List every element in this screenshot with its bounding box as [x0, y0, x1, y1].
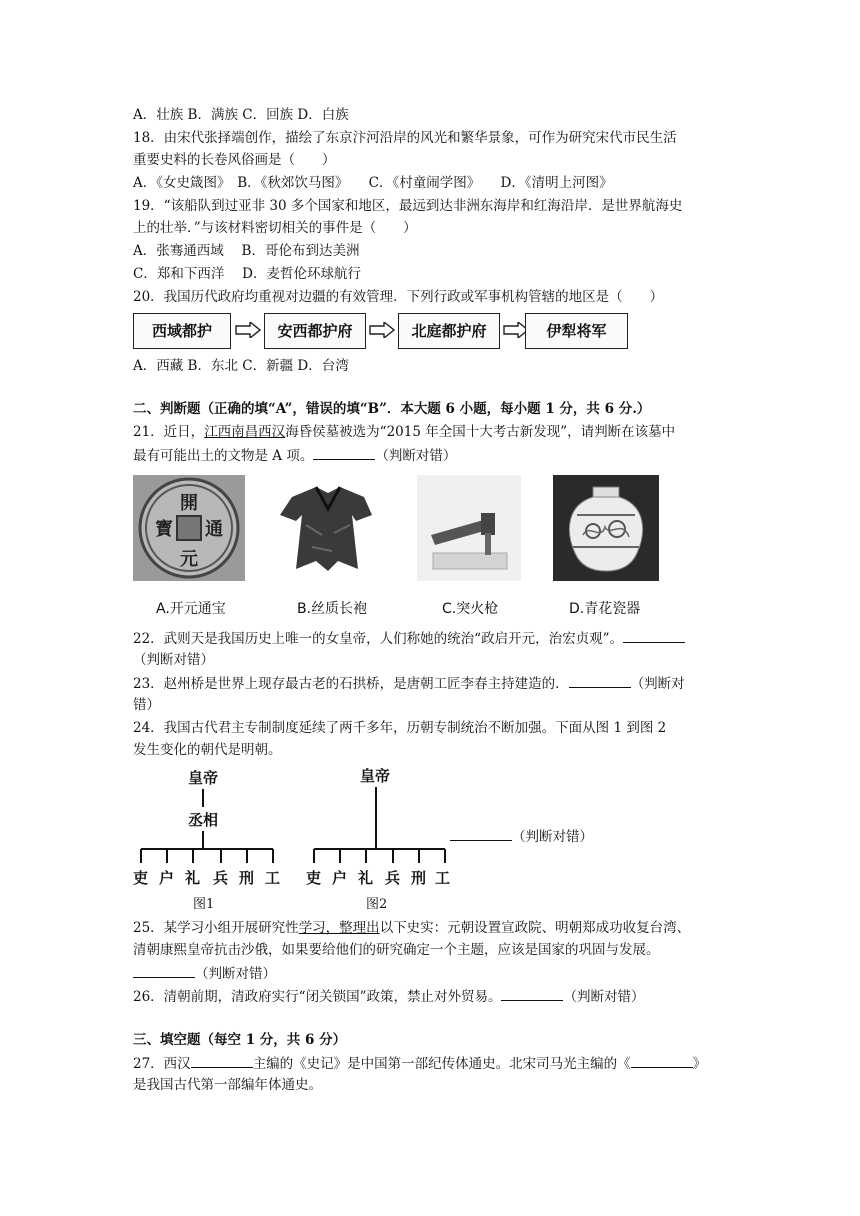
flow-box-xiyu-duhu: 西域都护 — [133, 313, 231, 349]
q23-judge: 错） — [133, 697, 160, 713]
caption-b: B.丝质长袍 — [297, 601, 368, 617]
q27-stem-line1: 27．西汉 主编的《史记》是中国第一部纪传体通史。北宋司马光主编的《 》 — [133, 1053, 706, 1074]
coin-char-left: 寳 — [155, 519, 173, 540]
fig2-ministry-hu: 户 — [332, 869, 348, 887]
org-chart-lines — [133, 763, 451, 913]
fig1-ministry-war: 兵 — [213, 869, 229, 887]
fig2-label: 图2 — [366, 897, 388, 912]
coin-photo — [133, 475, 245, 581]
answer-blank[interactable] — [631, 1053, 693, 1068]
answer-blank[interactable] — [450, 826, 512, 841]
coin-char-top: 開 — [180, 493, 198, 514]
blue-white-porcelain-photo — [553, 475, 659, 581]
arrow-right-icon — [369, 322, 395, 338]
q23-stem: 23．赵州桥是世界上现存最古老的石拱桥，是唐朝工匠李春主持建造的． （判断对 — [133, 673, 685, 694]
caption-a: A.开元通宝 — [156, 601, 226, 617]
q27-stem-line2: 是我国古代第一部编年体通史。 — [133, 1077, 322, 1093]
q24-stem-line1: 24．我国古代君主专制制度延续了两千多年，历朝专制统治不断加强。下面从图 1 到图 2 — [133, 720, 667, 736]
section3-heading: 三、填空题（每空 1 分，共 6 分） — [133, 1032, 347, 1048]
fig1-ministry-li: 吏 — [133, 869, 149, 887]
answer-blank[interactable] — [623, 628, 685, 643]
silk-robe-photo — [272, 475, 380, 581]
fig1-ministry-rites: 礼 — [185, 869, 201, 887]
q20-options: A．西藏 B．东北 C．新疆 D．台湾 — [133, 358, 349, 374]
fig1-label: 图1 — [193, 897, 215, 912]
q20-flow-diagram — [133, 313, 628, 349]
fig2-ministry-rites: 礼 — [358, 869, 374, 887]
flow-box-anxi-duhufu: 安西都护府 — [264, 313, 366, 349]
q22-judge: （判断对错） — [133, 652, 214, 668]
section2-heading: 二、判断题（正确的填“A”，错误的填“B”．本大题 6 小题，每小题 1 分，共 6 分.） — [133, 401, 651, 417]
q26-stem: 26．清朝前期，清政府实行“闭关锁国”政策，禁止对外贸易。 （判断对错） — [133, 986, 644, 1007]
q18-stem-line2: 重要史料的长卷风俗画是（ ） — [133, 152, 336, 168]
q19-stem-line1: 19．“该船队到过亚非 30 多个国家和地区，最远到达非洲东海岸和红海沿岸．是世界航海史 — [133, 198, 683, 214]
q19-options-row1: A．张骞通西域 B．哥伦布到达美洲 — [133, 243, 360, 259]
flow-box-yili-jiangjun: 伊犁将军 — [525, 313, 628, 349]
q19-stem-line2: 上的壮举．”与该材料密切相关的事件是（ ） — [133, 220, 417, 236]
fig2-ministry-li: 吏 — [306, 869, 322, 887]
answer-blank[interactable] — [133, 963, 195, 978]
q18-options: A．《女史箴图》 B．《秋郊饮马图》 C．《村童闹学图》 D．《清明上河图》 — [133, 175, 613, 191]
answer-blank[interactable] — [191, 1053, 253, 1068]
coin-char-right: 通 — [205, 519, 223, 540]
caption-c: C.突火枪 — [442, 601, 499, 617]
fig1-emperor: 皇帝 — [188, 769, 219, 787]
q25-stem-line2: 清朝康熙皇帝抗击沙俄，如果要给他们的研究确定一个主题，应该是国家的巩固与发展。 — [133, 942, 660, 958]
answer-blank[interactable] — [501, 986, 563, 1001]
q17-options: A．壮族 B．满族 C．回族 D．白族 — [133, 107, 349, 123]
q25-stem-line1: 25．某学习小组开展研究性学习，整理出以下史实：元朝设置宣政院、明朝郑成功收复台湾、 — [133, 920, 691, 936]
fig2-emperor: 皇帝 — [360, 767, 391, 785]
q21-stem-line2: 最有可能出土的文物是 A 项。 （判断对错） — [133, 445, 456, 466]
fig2-ministry-punishment: 刑 — [411, 869, 427, 887]
arrow-right-icon — [235, 322, 261, 338]
fig2-ministry-war: 兵 — [385, 869, 401, 887]
flow-box-beiting-duhufu: 北庭都护府 — [398, 313, 500, 349]
q25-judge: （判断对错） — [133, 963, 276, 984]
fig1-ministry-punishment: 刑 — [239, 869, 255, 887]
coin-char-bottom: 元 — [180, 549, 198, 570]
q24-org-charts — [133, 763, 451, 913]
fig1-chancellor: 丞相 — [188, 811, 219, 829]
q24-judge: （判断对错） — [450, 826, 593, 847]
fig1-ministry-works: 工 — [265, 869, 281, 887]
q22-stem: 22．武则天是我国历史上唯一的女皇帝，人们称她的统治“政启开元，治宏贞观”。 — [133, 628, 685, 649]
q24-stem-line2: 发生变化的朝代是明朝。 — [133, 742, 282, 758]
answer-blank[interactable] — [313, 445, 375, 460]
q18-stem-line1: 18．由宋代张择端创作，描绘了东京汴河沿岸的风光和繁华景象，可作为研究宋代市民生活 — [133, 130, 677, 146]
fig2-ministry-works: 工 — [435, 869, 451, 887]
fire-lance-photo — [417, 475, 521, 581]
q21-stem-line1: 21．近日，江西南昌西汉海昏侯墓被选为“2015 年全国十大考古新发现”，请判断在该墓中 — [133, 424, 676, 440]
q20-stem: 20．我国历代政府均重视对边疆的有效管理．下列行政或军事机构管辖的地区是（ ） — [133, 289, 664, 305]
answer-blank[interactable] — [569, 673, 631, 688]
caption-d: D.青花瓷器 — [569, 601, 641, 617]
q19-options-row2: C．郑和下西洋 D．麦哲伦环球航行 — [133, 266, 361, 282]
fig1-ministry-hu: 户 — [159, 869, 175, 887]
